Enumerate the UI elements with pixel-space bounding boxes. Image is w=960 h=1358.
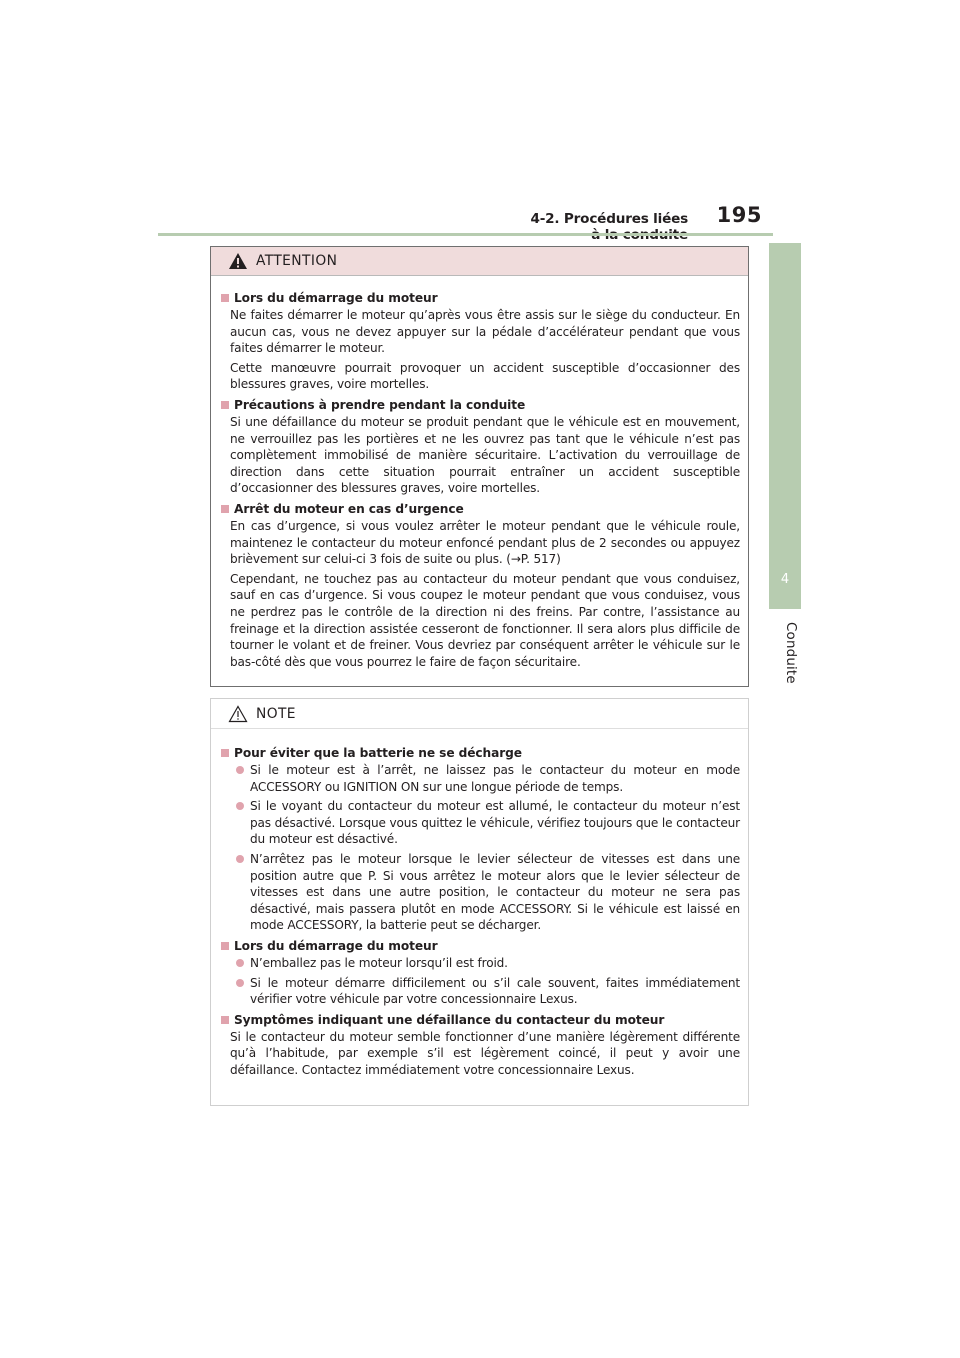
round-bullet-icon xyxy=(236,855,244,863)
paragraph: Cependant, ne touchez pas au contacteur du moteur pendant que vous conduisez, sauf en cas d’urgence. Si vous coupez le moteur pendant que vous conduisez, vous ne perdrez pas le contrôle de la direction ni des freins. Par contre, l’assistance au freinage et la direction assistée cesseront de fonctionner. Il sera alors plus difficile de tourner le volant et de freiner. Vous devriez par conséquent arrêter le véhicule sur le bas-côté dès que vous pourrez le faire de façon sécuritaire. xyxy=(230,571,740,669)
section-title xyxy=(220,745,740,762)
square-bullet-icon xyxy=(221,749,229,757)
section-title xyxy=(220,290,740,307)
section-title-text: Pour éviter que la batterie ne se décharge xyxy=(234,746,522,760)
square-bullet-icon xyxy=(221,505,229,513)
section-title xyxy=(220,501,740,518)
paragraph: Si une défaillance du moteur se produit pendant que le véhicule est en mouvement, ne verrouillez pas les portières et ne les ouvrez pas tant que le véhicule n’est pas complètement immobilisé de manière sécuritaire. L’activation du verrouillage de direction dans cette situation pourrait entraîner un accident susceptible d’occasionner des blessures graves, voire mortelles. xyxy=(230,414,740,496)
header-rule xyxy=(158,233,773,236)
square-bullet-icon xyxy=(221,942,229,950)
paragraph: Si le contacteur du moteur semble fonctionner d’une manière légèrement différente qu’à l’habitude, par exemple s’il est légèrement coincé, il peut y avoir une défaillance. Contactez immédiatement votre concessionnaire Lexus. xyxy=(230,1029,740,1077)
chapter-title: 4-2. Procédures liées xyxy=(530,211,688,227)
warning-icon xyxy=(228,252,248,270)
note-header xyxy=(211,699,748,729)
chapter-number: 4 xyxy=(780,572,790,587)
list-item xyxy=(236,975,740,1008)
list-item-text: N’arrêtez pas le moteur lorsque le levier sélecteur de vitesses est dans une position autre que P. Si vous arrêtez le moteur alors que le levier sélecteur de vitesses est dans une autre position, le contacteur du moteur ne sera pas désactivé, mais passera plutôt en mode ACCESSORY. Si le véhicule est laissé en mode ACCESSORY, la batterie peut se décharger. xyxy=(250,851,740,933)
round-bullet-icon xyxy=(236,979,244,987)
section-title-text: Symptômes indiquant une défaillance du contacteur du moteur xyxy=(234,1012,665,1027)
round-bullet-icon xyxy=(236,959,244,967)
attention-heading: ATTENTION xyxy=(256,253,338,269)
round-bullet-icon xyxy=(236,802,244,810)
chapter-side-tab xyxy=(769,243,801,609)
square-bullet-icon xyxy=(221,1016,229,1024)
list-item-text: Si le voyant du contacteur du moteur est allumé, le contacteur du moteur n’est pas désactivé. Lorsque vous quittez le véhicule, vérifiez toujours que le contacteur du moteur est désactivé. xyxy=(250,799,740,847)
list-item xyxy=(236,762,740,795)
section-title xyxy=(220,1012,740,1029)
note-box xyxy=(210,698,749,1106)
section-title-text: Arrêt du moteur en cas d’urgence xyxy=(234,501,464,516)
list-item xyxy=(236,798,740,848)
square-bullet-icon xyxy=(221,294,229,302)
caution-outline-icon xyxy=(228,705,248,723)
list-item xyxy=(236,851,740,934)
section-title-text: Lors du démarrage du moteur xyxy=(234,938,438,953)
page-number: 195 xyxy=(716,203,762,227)
paragraph: Cette manœuvre pourrait provoquer un accident susceptible d’occasionner des blessures graves, voire mortelles. xyxy=(230,360,740,392)
section-title xyxy=(220,397,740,414)
list-item-text: Si le moteur démarre difficilement ou s’il cale souvent, faites immédiatement vérifier votre véhicule par votre concessionnaire Lexus. xyxy=(250,975,740,1007)
section-title xyxy=(220,938,740,955)
list-item-text: N’emballez pas le moteur lorsqu’il est froid. xyxy=(250,955,508,970)
square-bullet-icon xyxy=(221,401,229,409)
section-title-text: Lors du démarrage du moteur xyxy=(234,291,438,305)
paragraph: Ne faites démarrer le moteur qu’après vous être assis sur le siège du conducteur. En aucun cas, vous ne devez appuyer sur la pédale d’accélérateur pendant que vous faites démarrer le moteur. xyxy=(230,308,740,356)
attention-box xyxy=(210,246,749,687)
round-bullet-icon xyxy=(236,766,244,774)
paragraph: En cas d’urgence, si vous voulez arrêter le moteur pendant que le véhicule roule, maintenez le contacteur du moteur enfoncé pendant plus de 2 secondes ou appuyez brièvement sur celui-ci 3 fois de suite ou plus. (→P. 517) xyxy=(230,518,740,567)
list-item-text: Si le moteur est à l’arrêt, ne laissez pas le contacteur du moteur en mode ACCESSORY ou IGNITION ON sur une longue période de temps. xyxy=(250,763,740,794)
attention-header xyxy=(211,247,748,276)
list-item xyxy=(236,955,740,972)
chapter-label: Conduite xyxy=(783,622,798,684)
section-title-text: Précautions à prendre pendant la conduite xyxy=(234,397,526,412)
note-heading: NOTE xyxy=(256,705,296,722)
